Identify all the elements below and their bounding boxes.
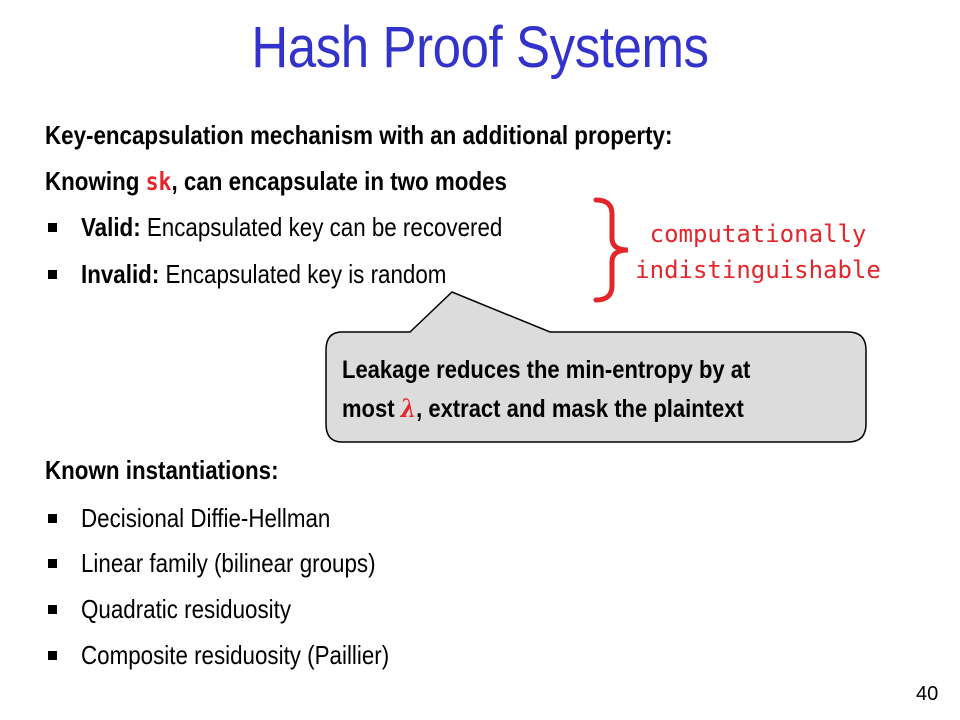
bullet-square-icon xyxy=(48,514,57,523)
knowing-prefix: Knowing xyxy=(45,166,146,196)
page-number: 40 xyxy=(916,683,939,705)
bullet-square-icon xyxy=(48,270,57,279)
instantiation-text: Linear family (bilinear groups) xyxy=(81,548,376,578)
bullet-square-icon xyxy=(48,605,57,614)
mode-description: Encapsulated key can be recovered xyxy=(140,212,503,242)
mode-label: Valid: xyxy=(81,212,141,242)
mode-label: Invalid: xyxy=(81,259,160,289)
slide-title: Hash Proof Systems xyxy=(251,15,709,80)
instantiation-text: Quadratic residuosity xyxy=(81,594,292,624)
mode-description: Encapsulated key is random xyxy=(159,259,447,289)
lambda-symbol: λ xyxy=(400,394,417,423)
callout-line-2-suffix: , extract and mask the plaintext xyxy=(416,395,744,423)
callout-line-2-prefix: most xyxy=(342,395,401,423)
annotation-computationally: computationally xyxy=(649,220,867,248)
callout-line-1: Leakage reduces the min-entropy by at xyxy=(342,356,751,384)
callout-line-2 xyxy=(342,394,744,424)
annotation-indistinguishable: indistinguishable xyxy=(635,256,881,284)
mode-text xyxy=(81,259,446,290)
bullet-square-icon xyxy=(48,559,57,568)
bullet-square-icon xyxy=(48,223,57,232)
intro-text: Key-encapsulation mechanism with an additional property: xyxy=(45,120,673,150)
bullet-square-icon xyxy=(48,651,57,660)
mode-text xyxy=(81,212,502,243)
instantiation-text: Decisional Diffie-Hellman xyxy=(81,503,331,533)
instantiation-text: Composite residuosity (Paillier) xyxy=(81,640,390,670)
instantiations-heading: Known instantiations: xyxy=(45,455,279,485)
knowing-line xyxy=(45,166,507,197)
knowing-suffix: , can encapsulate in two modes xyxy=(171,166,507,196)
sk-variable: sk xyxy=(145,167,172,196)
